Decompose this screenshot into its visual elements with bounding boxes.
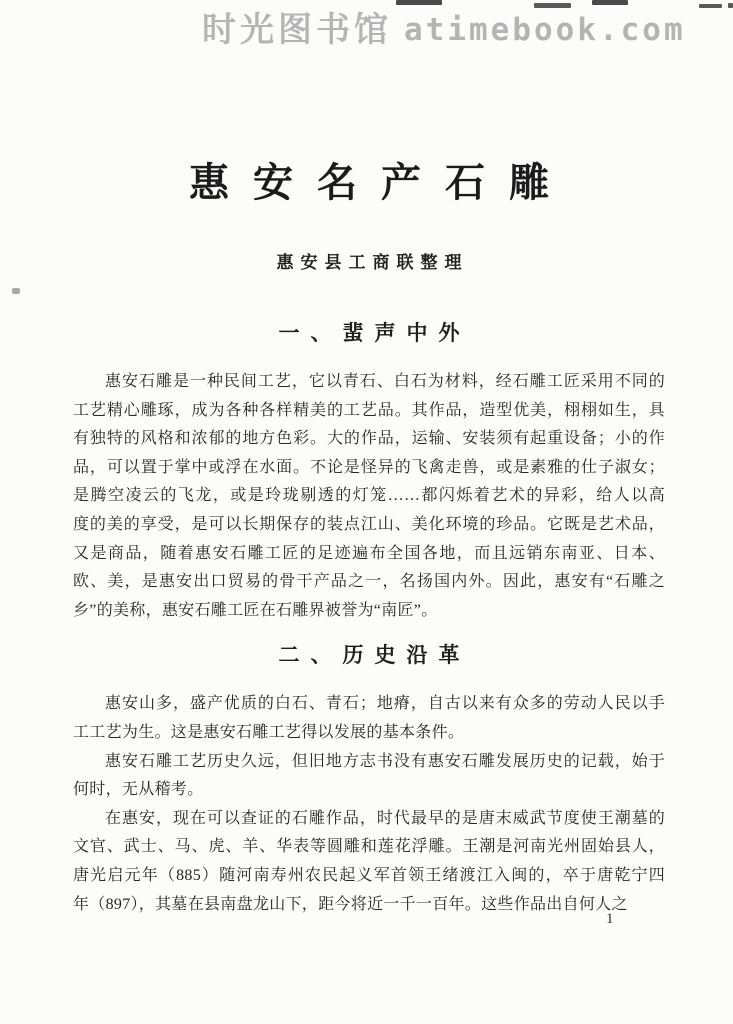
paragraph-line: 乡”的美称，惠安石雕工匠在石雕界被誉为“南匠”。	[73, 601, 438, 619]
paragraph-line: 有独特的风格和浓郁的地方色彩。大的作品，运输、安装须有起重设备；小的作	[73, 430, 665, 448]
paragraph-line: 欧、美，是惠安出口贸易的骨干产品之一，名扬国内外。因此，惠安有“石雕之	[73, 573, 665, 591]
section-heading: 二、历史沿革	[278, 643, 471, 668]
paragraph-line: 文官、武士、马、虎、羊、华表等圆雕和莲花浮雕。王潮是河南光州固始县人，	[73, 838, 665, 856]
document-section	[73, 642, 665, 919]
paragraph-line: 惠安石雕工艺历史久远，但旧地方志书没有惠安石雕发展历史的记载，始于	[105, 752, 665, 770]
paragraph-line: 何时，无从稽考。	[73, 781, 204, 799]
paragraph-line: 唐光启元年（885）随河南寿州农民起义军首领王绪渡江入闽的，卒于唐乾宁四	[73, 866, 665, 884]
section-heading: 一、蜚声中外	[278, 321, 471, 345]
scan-artifact	[728, 3, 733, 8]
document-content	[73, 158, 665, 919]
page-title: 惠安名产石雕	[189, 160, 573, 205]
scan-artifact	[699, 4, 722, 8]
paragraph-line: 又是商品，随着惠安石雕工匠的足迹遍布全国各地，而且远销东南亚、日本、	[73, 544, 665, 562]
paragraph-line: 品，可以置于掌中或浮在水面。不论是怪异的飞禽走兽，或是素雅的仕子淑女；	[73, 458, 665, 476]
paragraph-line: 工工艺为生。这是惠安石雕工艺得以发展的基本条件。	[73, 723, 465, 741]
document-section	[73, 320, 665, 625]
scan-speck	[12, 288, 20, 294]
watermark	[202, 2, 686, 51]
paragraph-line: 度的美的享受，是可以长期保存的装点江山、美化环境的珍品。它既是艺术品，	[73, 515, 665, 533]
paragraph-line: 是腾空凌云的飞龙，或是玲珑剔透的灯笼……都闪烁着艺术的异彩，给人以高	[73, 487, 665, 505]
paragraph-line: 惠安石雕是一种民间工艺，它以青石、白石为材料，经石雕工匠采用不同的	[105, 373, 665, 390]
paragraph	[73, 805, 665, 919]
watermark-latin-text: atimebook.com	[404, 12, 686, 48]
paragraph-line: 年（897），其墓在县南盘龙山下，距今将近一千一百年。这些作品出自何人之	[73, 895, 628, 913]
paragraph	[73, 368, 665, 625]
paragraph	[73, 748, 665, 805]
paragraph-line: 惠安山多，盛产优质的白石、青石；地瘠，自古以来有众多的劳动人民以手	[105, 695, 665, 713]
sections	[73, 320, 665, 919]
paragraph	[73, 690, 665, 747]
paragraph-line: 在惠安，现在可以查证的石雕作品，时代最早的是唐末威武节度使王潮墓的	[105, 809, 665, 827]
byline: 惠安县工商联整理	[276, 253, 469, 272]
watermark-cjk-text: 时光图书馆	[202, 11, 392, 49]
paragraph-line: 工艺精心雕琢，成为各种各样精美的工艺品。其作品，造型优美，栩栩如生，具	[73, 401, 665, 419]
page-number: 1	[606, 911, 614, 927]
